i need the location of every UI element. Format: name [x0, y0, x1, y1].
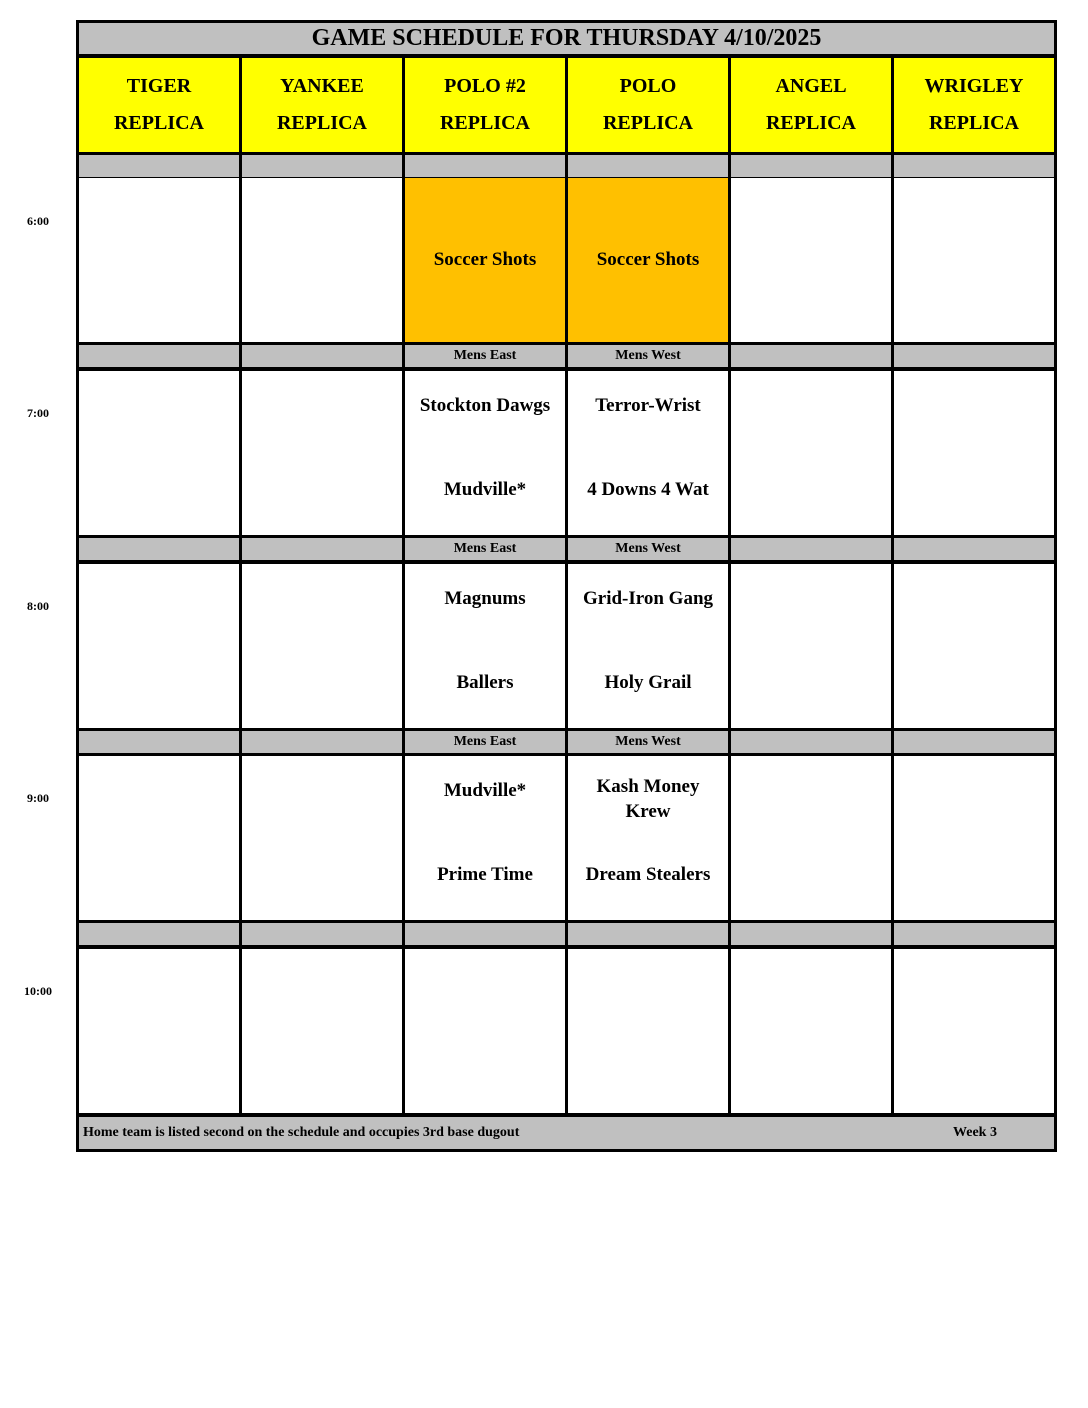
- field-header: [405, 58, 565, 152]
- field-name: POLO: [619, 75, 677, 97]
- division-label: Mens East: [453, 734, 517, 749]
- game-cell: [894, 371, 1054, 535]
- division-label: Mens West: [615, 348, 681, 363]
- division-label: Mens East: [453, 541, 517, 556]
- division-label: Mens West: [615, 734, 681, 749]
- division-label-cell: [568, 538, 728, 560]
- division-label: Mens East: [453, 348, 517, 363]
- division-label-cell: [894, 538, 1054, 560]
- event-name: Soccer Shots: [433, 249, 537, 270]
- home-team: Prime Time: [437, 864, 533, 885]
- division-label: Mens West: [615, 541, 681, 556]
- field-header: [79, 58, 239, 152]
- game-cell: [242, 178, 402, 342]
- time-label: 9:00: [27, 791, 49, 805]
- division-label-cell: [242, 923, 402, 945]
- field-subname: REPLICA: [113, 112, 204, 134]
- field-subname: REPLICA: [439, 112, 530, 134]
- game-cell: [79, 949, 239, 1113]
- field-header: [568, 58, 728, 152]
- away-team: Magnums: [444, 588, 526, 609]
- time-label: 6:00: [27, 214, 49, 228]
- division-label-cell: [894, 923, 1054, 945]
- spacer-cell: [79, 155, 239, 177]
- schedule-title: GAME SCHEDULE FOR THURSDAY 4/10/2025: [311, 25, 822, 51]
- division-label-cell: [568, 923, 728, 945]
- field-name: ANGEL: [775, 75, 847, 97]
- event-name: Soccer Shots: [596, 249, 700, 270]
- field-name: TIGER: [126, 75, 192, 97]
- division-label-cell: [79, 923, 239, 945]
- game-cell: [79, 178, 239, 342]
- schedule-table: [76, 20, 1057, 1152]
- game-cell: [894, 949, 1054, 1113]
- field-header: [242, 58, 402, 152]
- game-cell: [568, 564, 728, 728]
- game-cell: [568, 756, 728, 920]
- game-cell: [894, 178, 1054, 342]
- game-cell: [894, 756, 1054, 920]
- field-subname: REPLICA: [602, 112, 693, 134]
- game-cell: [242, 371, 402, 535]
- division-label-cell: [79, 731, 239, 753]
- time-label: 8:00: [27, 599, 49, 613]
- event-cell: [568, 178, 728, 342]
- game-cell: [568, 949, 728, 1113]
- game-cell: [731, 178, 891, 342]
- away-team: Terror-Wrist: [595, 395, 701, 416]
- game-cell: [731, 371, 891, 535]
- game-cell: [79, 371, 239, 535]
- field-name: WRIGLEY: [924, 75, 1024, 97]
- time-label: 10:00: [24, 984, 52, 998]
- away-team: Mudville*: [443, 780, 527, 801]
- division-label-cell: [894, 731, 1054, 753]
- field-subname: REPLICA: [765, 112, 856, 134]
- spacer-cell: [731, 155, 891, 177]
- schedule-title-cell: [79, 23, 1054, 54]
- spacer-cell: [242, 155, 402, 177]
- footer-bar: [79, 1117, 1054, 1149]
- game-cell: [242, 949, 402, 1113]
- division-label-cell: [405, 345, 565, 367]
- footer-note: Home team is listed second on the schedule and occupies 3rd base dugout: [83, 1125, 520, 1140]
- game-cell: [894, 564, 1054, 728]
- event-cell: [405, 178, 565, 342]
- game-cell: [731, 756, 891, 920]
- division-label-cell: [79, 345, 239, 367]
- field-header: [894, 58, 1054, 152]
- division-label-cell: [405, 731, 565, 753]
- game-cell: [568, 371, 728, 535]
- division-label-cell: [405, 538, 565, 560]
- field-subname: REPLICA: [276, 112, 367, 134]
- game-cell: [405, 949, 565, 1113]
- division-label-cell: [894, 345, 1054, 367]
- home-team: Ballers: [456, 672, 514, 693]
- game-cell: [405, 756, 565, 920]
- away-team: Grid-Iron Gang: [582, 588, 714, 609]
- division-label-cell: [242, 731, 402, 753]
- game-cell: [731, 949, 891, 1113]
- away-team: Stockton Dawgs: [419, 395, 551, 416]
- division-label-cell: [731, 538, 891, 560]
- division-label-cell: [79, 538, 239, 560]
- game-cell: [79, 564, 239, 728]
- division-label-cell: [568, 345, 728, 367]
- home-team: Dream Stealers: [585, 864, 711, 885]
- game-cell: [405, 564, 565, 728]
- field-name: POLO #2: [444, 75, 526, 97]
- home-team: Holy Grail: [604, 672, 692, 693]
- field-name: YANKEE: [280, 75, 364, 97]
- division-label-cell: [731, 345, 891, 367]
- home-team: Mudville*: [443, 479, 527, 500]
- spacer-cell: [405, 155, 565, 177]
- time-label: 7:00: [27, 406, 49, 420]
- game-cell: [242, 564, 402, 728]
- spacer-cell: [894, 155, 1054, 177]
- field-header: [731, 58, 891, 152]
- division-label-cell: [568, 731, 728, 753]
- home-team: 4 Downs 4 Wat: [587, 479, 709, 500]
- week-label: Week 3: [953, 1125, 997, 1140]
- game-cell: [79, 756, 239, 920]
- division-label-cell: [731, 923, 891, 945]
- spacer-cell: [568, 155, 728, 177]
- division-label-cell: [242, 345, 402, 367]
- division-label-cell: [731, 731, 891, 753]
- field-subname: REPLICA: [928, 112, 1019, 134]
- game-cell: [731, 564, 891, 728]
- game-cell: [242, 756, 402, 920]
- game-cell: [405, 371, 565, 535]
- division-label-cell: [242, 538, 402, 560]
- away-team: Kash Money Krew: [596, 776, 700, 822]
- division-label-cell: [405, 923, 565, 945]
